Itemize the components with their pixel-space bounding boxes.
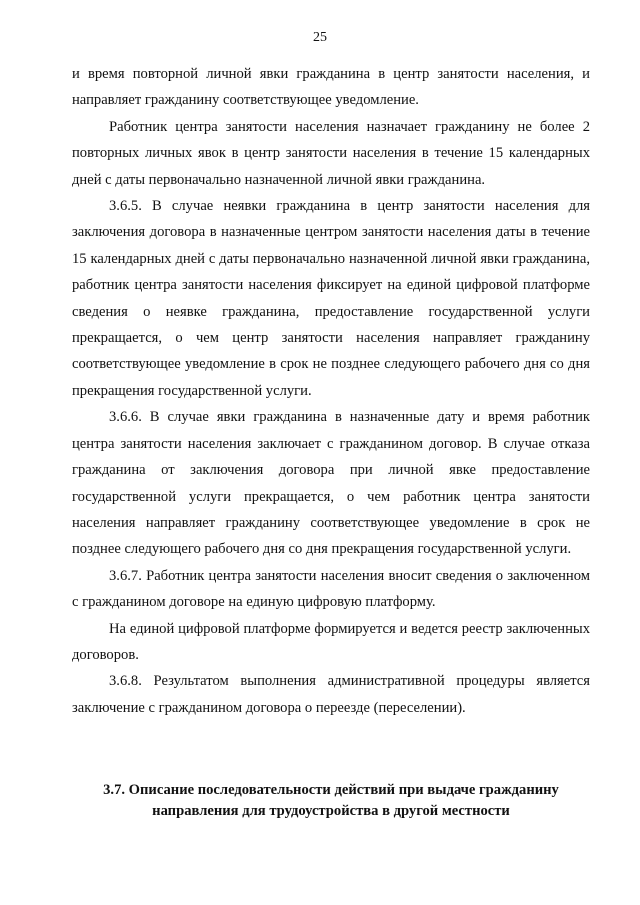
paragraph-3-6-6: 3.6.6. В случае явки гражданина в назначенные дату и время работник центра занятости населения заключает с гражданином договор. В случае отказа гражданина от заключения договора при личной явке предоставление государственной услуги прекращается, о чем работник центра занятости населения направляет гражданину соответствующее уведомление в срок не позднее следующего рабочего дня со дня прекращения государственной услуги. [72, 409, 590, 558]
section-heading-line-1: 3.7. Описание последовательности действий при выдаче гражданину [103, 782, 559, 798]
paragraph-continuation: и время повторной личной явки гражданина в центр занятости населения, и направляет гражданину соответствующее уведомление. [72, 66, 590, 109]
paragraph-repeat-visits: Работник центра занятости населения назначает гражданину не более 2 повторных личных явок в центр занятости населения в течение 15 календарных дней с даты первоначально назначенной личной явки гражданина. [72, 118, 590, 188]
page-number: 25 [313, 30, 327, 45]
paragraph-3-6-8: 3.6.8. Результатом выполнения административной процедуры является заключение с гражданином договора о переезде (переселении). [72, 673, 590, 716]
paragraph-registry: На единой цифровой платформе формируется и ведется реестр заключенных договоров. [72, 620, 590, 663]
paragraph-3-6-7: 3.6.7. Работник центра занятости населения вносит сведения о заключенном с гражданином договоре на единую цифровую платформу. [72, 567, 590, 611]
body-text [72, 61, 590, 721]
paragraph-3-6-5: 3.6.5. В случае неявки гражданина в центр занятости населения для заключения договора в назначенные центром занятости населения даты в течение 15 календарных дней с даты первоначально назначенной личной явки гражданина, работник центра занятости населения фиксирует на единой цифровой платформе сведения о неявке гражданина, предоставление государственной услуги прекращается, о чем центр занятости населения направляет гражданину соответствующее уведомление в срок не позднее следующего рабочего дня со дня прекращения государственной услуги. [72, 198, 590, 399]
section-heading-3-7 [72, 780, 590, 822]
section-heading-line-2: направления для трудоустройства в другой местности [152, 803, 510, 819]
